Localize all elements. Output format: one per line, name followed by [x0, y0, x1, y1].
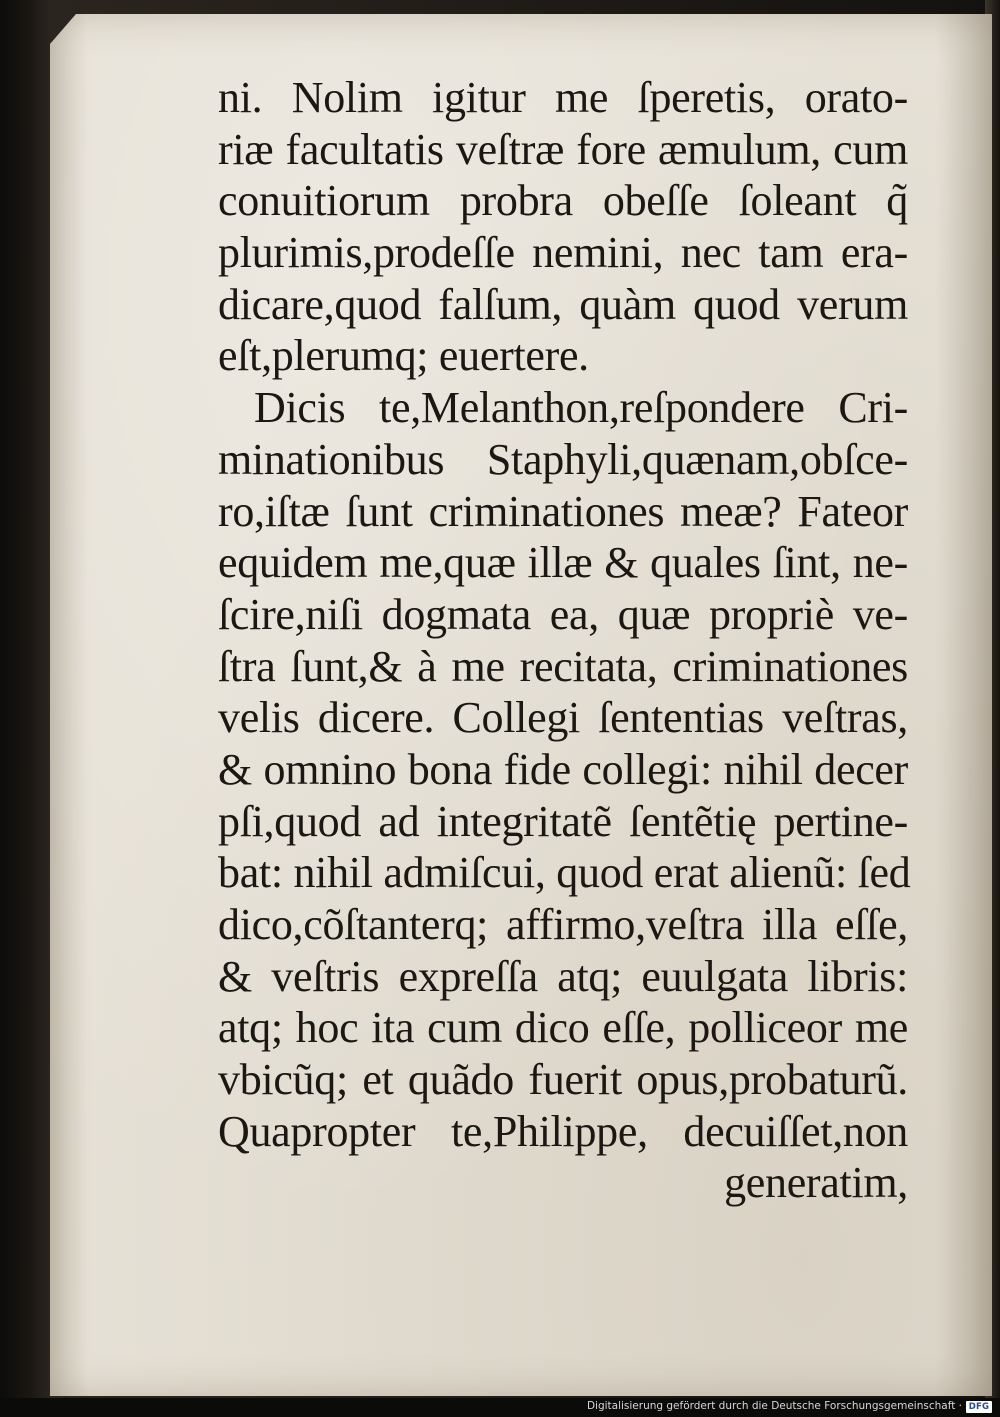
text-line: ſtra ſunt,& à me recitata, criminationes	[218, 641, 908, 691]
text-line: pſi,quod ad integritatẽ ſentẽtię pertine-	[218, 796, 908, 846]
text-line: ſcire,niſi dogmata ea, quæ propriè ve-	[218, 589, 908, 639]
text-line: vbicũq; et quãdo fuerit opus,probaturũ.	[218, 1055, 908, 1105]
text-line: plurimis,prodeſſe nemini, nec tam era-	[218, 228, 908, 278]
text-line-paragraph-start: Dicis te,Melanthon,reſpondere Cri-	[254, 383, 908, 433]
text-line: bat: nihil admiſcui, quod erat alienũ: ſed	[218, 848, 911, 898]
text-line: atq; hoc ita cum dico eſſe, polliceor me	[218, 1003, 908, 1053]
footer-credit: Digitalisierung gefördert durch die Deutsche Forschungsgemeinschaft ·	[586, 1400, 962, 1412]
text-line: ro,iſtæ ſunt criminationes meæ? Fateor	[218, 486, 908, 536]
text-line: dicare,quod falſum, quàm quod verum	[218, 279, 908, 329]
text-line: ni. Nolim igitur me ſperetis, orato-	[218, 73, 908, 122]
text-line: velis dicere. Collegi ſententias veſtras,	[218, 693, 908, 743]
text-line: dico,cõſtanterq; affirmo,veſtra illa eſſe,	[218, 900, 908, 949]
text-line-paragraph-end: eſt,plerumq; euertere.	[218, 331, 589, 381]
text-line: equidem me,quæ illæ & quales ſint, ne-	[218, 538, 908, 588]
text-line: & veſtris expreſſa atq; euulgata libris:	[218, 951, 908, 1001]
page-text-block	[218, 72, 911, 1209]
text-line: conuitiorum probra obeſſe ſoleant q̃	[218, 176, 908, 226]
dfg-logo: DFG	[966, 1401, 992, 1413]
text-line: Quapropter te,Philippe, decuiſſet,non	[218, 1106, 908, 1156]
catchword: generatim,	[724, 1158, 908, 1208]
text-line: minationibus Staphyli,quænam,obſce-	[218, 434, 908, 484]
text-line: riæ facultatis veſtræ fore æmulum, cum	[218, 124, 908, 174]
text-line: & omnino bona fide collegi: nihil decer	[218, 744, 908, 794]
